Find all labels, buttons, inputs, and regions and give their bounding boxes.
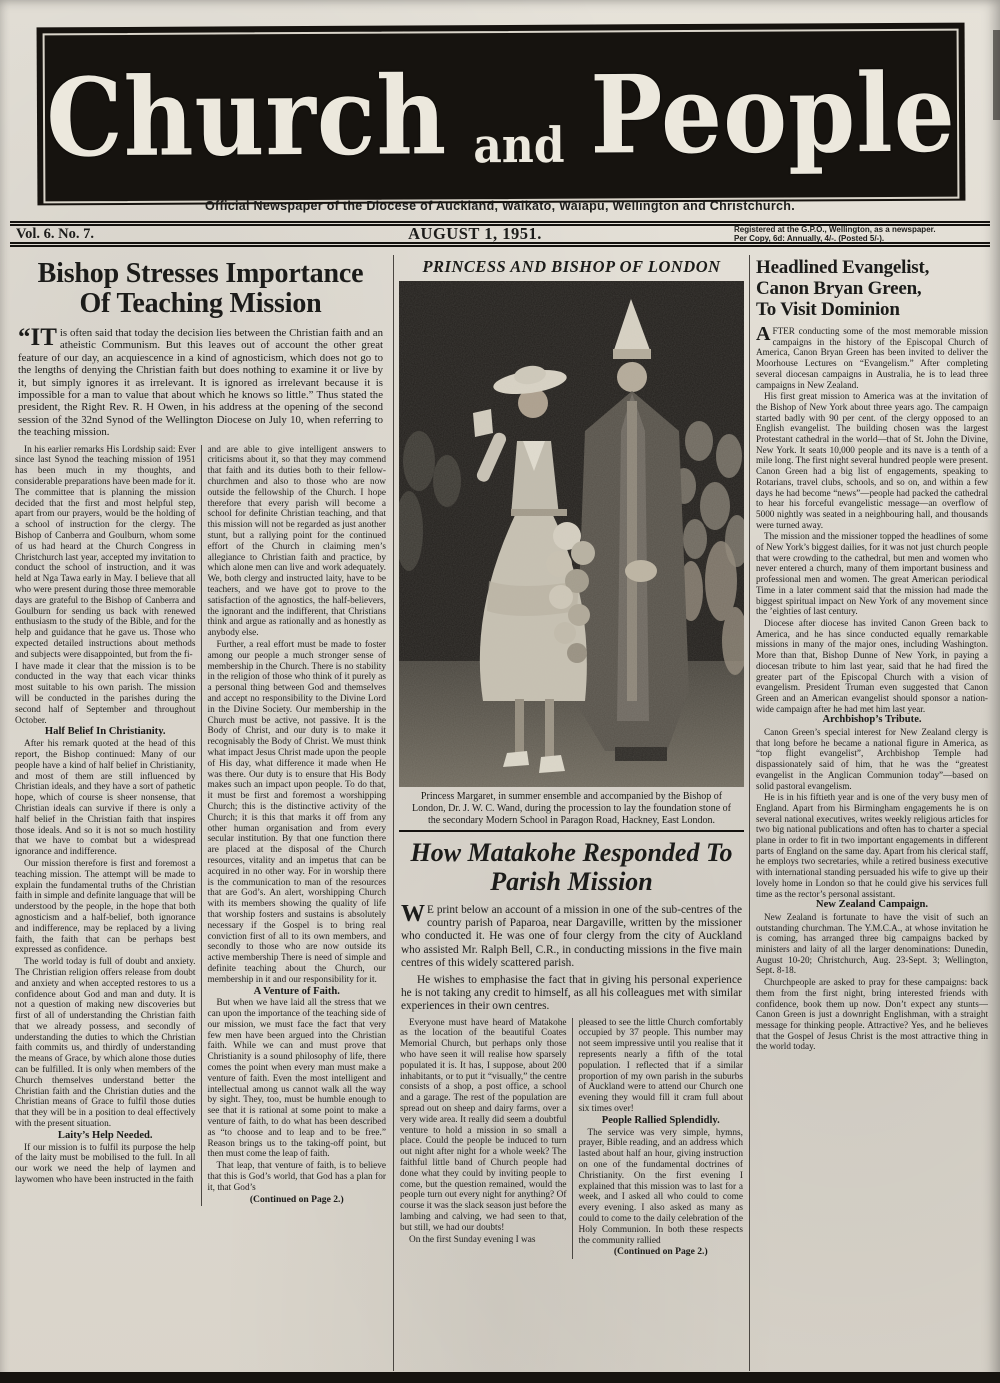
subhead-people-rallied: People Rallied Splendidly. bbox=[601, 1114, 720, 1126]
subhead-laitys-help: Laity’s Help Needed. bbox=[57, 1129, 153, 1141]
bishop-lead-dropcap: “IT bbox=[18, 324, 57, 351]
matakohe-intro-2 bbox=[401, 974, 742, 1014]
dateline-bar bbox=[10, 221, 990, 247]
paragraph: After his remark quoted at the head of this report, the Bishop continued: Many of our people have a kind of half belief in Christianity, and most of them are still influenced by Christian ideals, and they have a sort of pathetic hope, which of course is sheer nonsense, that Christian ideals can survive if there is only a half belief in the Christian faith that inspires those ideals. And so it is not so much hostility that we have to combat but a widespread ignorance and indifference. bbox=[15, 739, 196, 858]
subhead-venture-of-faith: A Venture of Faith. bbox=[253, 985, 340, 997]
matakohe-column-a bbox=[399, 1018, 572, 1260]
paragraph: Further, a real effort must be made to foster among our people a much stronger sense of membership in the Church. There is no stability in the religion of those who think of it purely as a personal thing between God and themselves and accept no responsibility to the Divine Lord in the Divine Society. Our membership in the Church must be active, not passive. It is the Body of Christ, and our duty is to make it recognisably the Body of Christ. We must think what impact Jesus Christ made upon the people of His day, what difference it made when He was there. Our duty is to ensure that His Body makes such an impact upon people. To do that, it must be first and foremost a worshipping Church; this is the distinctive activity of the Church; it is this that marks it off from any other human organisation and from every secular institution. By that one function there are placed at the disposal of the Church resources, vitality and an impetus that can be acquired in no other way. For in worship there is the communication to man of the resources that are God’s. An alert, worshipping Church with its members showing the quality of life that worship fosters and sustains is absolutely necessary if the Gospel is to bring real conviction first of all to its own members, and secondly to those who are now outside its active membership There is need of simple and definite teaching about the Church, our membership in it and our responsibility for it. bbox=[207, 640, 386, 985]
bishop-lead-paragraph bbox=[14, 324, 387, 439]
paragraph: New Zealand is fortunate to have the visit of such an outstanding churchman. The Y.M.C.A., at whose invitation he is coming, has arranged three big campaigns backed by ministers and laity of all the larger denominations: Dunedin, August 10-20; Christchurch, Aug. 23-Sept. 3; Wellington, Sept. 8-18. bbox=[756, 911, 988, 976]
matakohe-headline-line2: Parish Mission bbox=[490, 867, 653, 896]
paragraph: His first great mission to America was at the invitation of the Bishop of New York about three years ago. The campaign started badly with 90 per cent. of the clergy opposed to an English evangelist. The building chosen was the largest Protestant cathedral in the world—that of St. John the Divine, New York. It seats 10,000 people and its nave is a tenth of a mile long. The first night several hundred people were present. Canon Green had a big list of engagements, speaking to Rotarians, travel clubs, schools, and so on, and within a few days he had become “news”—people had packed the cathedral to hear his forceful evangelistic message—an overflow of 5000 nightly was seated in a neighbouring hall, and thousands were turned away. bbox=[756, 391, 988, 530]
paragraph bbox=[756, 323, 988, 390]
matakohe-body-columns bbox=[399, 1018, 744, 1260]
paragraph: The service was very simple, hymns, prayer, Bible reading, and an address which lasted about half an hour, giving instruction on one of the fundamental doctrines of Christianity. On the first evening I explained that this mission was to last for a week, and I asked all who could to come every evening. I also asked as many as could to come to the daily celebration of the Holy Communion. In both these respects the community rallied bbox=[578, 1127, 743, 1246]
green-headline-line3: To Visit Dominion bbox=[756, 299, 900, 320]
bishop-body-columns bbox=[14, 445, 387, 1207]
issue-date: AUGUST 1, 1951. bbox=[408, 224, 542, 243]
bishop-column-a bbox=[14, 445, 201, 1207]
bishop-lead-text: is often said that today the decision lies between the Christian faith and an atheistic Communism. But this leaves out of account the other great feature of our day, an acquiescence in a kind of agnosticism, which does not go to the lengths of denying the Christian faith but does nothing to examine it or live by it, but simply ignores it as irrelevant. It is ignored as irrelevant because it is impossible for a man to value that about which he knows so little.” Thus stated the president, the Right Rev. R. H Owen, in his address at the opening of the second session of the 32nd Synod of the Wellington Diocese on July 10, when referring to the teaching mission. bbox=[18, 327, 383, 439]
matakohe-intro-1-text: E print below an account of a mission in one of the sub-centres of the country parish of Paparoa, near Dargaville, written by the missioner who conducted it. He was one of four clergy from the city of Auckland who assisted Mr. Ralph Bell, C.R., in conducting missions in the five main centres of this widely scattered parish. bbox=[401, 904, 742, 969]
matakohe-dropcap: W bbox=[401, 901, 425, 927]
subhead-half-belief: Half Belief In Christianity. bbox=[44, 726, 166, 738]
paragraph: and are able to give intelligent answers to criticisms about it, so that they may commend that faith and its duties both to their fellow-churchmen and also to those who are now outside the fellowship of the Church. I hope therefore that every parish will become a school for definite Christian teaching, and that this mission will not be regarded as just another stunt, but a rallying point for the continued effort of the Church in claiming men’s allegiance to Christian faith and practice, by which alone men can live and work adequately. We, both clergy and instructed laity, have to be teachers, and we have got to prove to the satisfaction of the agnostics, the half-believers, the ignorant and the indifferent, that Christians think and argue as rationally and as honestly as anybody else. bbox=[207, 444, 386, 639]
paragraph: Everyone must have heard of Matakohe as the location of the beautiful Coates Memorial Church, but perhaps only those who have seen it will realise how sparsely populated it is. It has, I suppose, about 200 inhabitants, or to put it “visually,” the centre consists of a shop, a post office, a school and a garage. The rest of the population are spread out on sheep and dairy farms, over a very wide area. It really did seem a doubtful venture to hold a mission in so small a place. Could the people be induced to turn out night after night for a whole week? The faithful little band of Church people had done what they could by inviting people to come, but the question remained, would the people turn out every night for anything? Of course it was the slack season just before the lambing and calving, we had seen to that, but still, we had our doubts! bbox=[400, 1017, 567, 1233]
princess-bishop-photo bbox=[399, 281, 744, 787]
paragraph: He is in his fiftieth year and is one of the very busy men of England. Apart from his Birmingham engagements he is on several national executives, writes weekly religious articles for two big national publications and often has to charter a special plane in order to fit in two important engagements in different parts of England on the same day. Apart from his clerical staff, he employs two secretaries, while a retired business executive with international standing persuaded his wife to give up their lovely home in London so that he could give his services full time as the rector’s personal assistant. bbox=[756, 792, 988, 899]
registration-line-2: Per Copy, 6d: Annually, 4/-. (Posted 5/-). bbox=[734, 234, 885, 243]
paragraph: Canon Green’s special interest for New Zealand clergy is that long before he became a national figure in America, as “top flight evangelist”, Archbishop Temple had dispassionately said of him, that he was the “greatest evangelist in the Anglican Communion today”—based on solid pastoral evangelism. bbox=[756, 727, 988, 791]
green-p1-text: FTER conducting some of the most memorable mission campaigns in the history of the Episcopal Church of America, Canon Bryan Green has been invited to deliver the Moorhouse Lectures on “Evangelism.” After completing several diocesan campaigns in Australia, he is to lead three campaigns in New Zealand. bbox=[756, 326, 988, 390]
paragraph: On the first Sunday evening I was bbox=[409, 1234, 536, 1245]
paragraph: The mission and the missioner topped the headlines of some of New York’s biggest dailies, for it was not just church people that were crowding to the cathedral, but men and women who never entered a church, many of them important business and professional men and women. The great American periodical Time in a later comment said that the mission had made the biggest spiritual impact on New York of any movement since the ’eighties of last century. bbox=[756, 531, 988, 617]
paragraph: Our mission therefore is first and foremost a teaching mission. The attempt will be made to explain the fundamental truths of the Christian faith in simple and definite language that will be understood by the people, in the hope that both agnosticism and a half-belief, both ignorance and indifference, may be replaced by a living faith, the faith that can be perhaps best expressed as confidence. bbox=[15, 858, 196, 956]
registration-line-1: Registered at the G.P.O., Wellington, as a newspaper. bbox=[734, 225, 936, 234]
volume-number: Vol. 6. No. 7. bbox=[16, 225, 95, 242]
matakohe-intro-1 bbox=[401, 901, 742, 970]
masthead-subtitle: Official Newspaper of the Diocese of Auckland, Waikato, Waiapu, Wellington and Christchurch. bbox=[205, 199, 795, 213]
masthead-word-and: and bbox=[473, 117, 565, 175]
matakohe-intro-2-text: He wishes to emphasise the fact that in giving his personal experience he is not taking any credit to himself, as all his colleagues met with similar experiences in their own centres. bbox=[401, 974, 742, 1013]
photo-illustration bbox=[399, 281, 744, 787]
middle-column bbox=[394, 255, 750, 1371]
continued-notice: (Continued on Page 2.) bbox=[613, 1246, 708, 1258]
paragraph: That leap, that venture of faith, is to believe that this is God’s world, that God has a plan for it, that God’s bbox=[207, 1161, 386, 1193]
bishop-column-b bbox=[201, 445, 388, 1207]
paragraph: But when we have laid all the stress that we can upon the importance of the teaching side of our mission, we must face the fact that very few men have been argued into the Christian faith. While we can and must prove that Christianity is a sound philosophy of life, there comes the point when every man must make a venture of faith. Even the most intelligent and intellectual among us cannot walk all the way by sight. They, too, must be humble enough to see that it is rational at some point to make a venture of faith, to do what has been described as “to choose and to leap and to be free.” Reason brings us to the taking-off point, but then must come the leap of faith. bbox=[207, 998, 386, 1160]
green-dropcap: A bbox=[756, 323, 771, 345]
green-headline-line1: Headlined Evangelist, bbox=[756, 257, 930, 278]
subhead-archbishops-tribute: Archbishop’s Tribute. bbox=[822, 714, 922, 726]
subhead-nz-campaign: New Zealand Campaign. bbox=[815, 899, 929, 911]
photo-headline: PRINCESS AND BISHOP OF LONDON bbox=[422, 257, 721, 276]
scan-bottom-strip bbox=[0, 1372, 1000, 1383]
bishop-headline-line2: Of Teaching Mission bbox=[79, 288, 322, 319]
paragraph: pleased to see the little Church comfortably occupied by 37 people. This number may not seem impressive until you realise that it represents nearly a fifth of the total population. I reflected that if a similar proportion of my own parish in the suburbs of Auckland were to attend our Church one evening they would fill it cram full about six times over! bbox=[578, 1017, 743, 1114]
article-bishop-teaching-mission bbox=[12, 255, 394, 1371]
matakohe-column-b bbox=[572, 1018, 745, 1260]
masthead-word-people: People bbox=[590, 49, 957, 179]
photo-caption: Princess Margaret, in summer ensemble and accompanied by the Bishop of London, Dr. J. W. C. Wand, during the procession to lay the foundation stone of the secondary Modern School in Paragon Road, Hackney, East London. bbox=[399, 787, 744, 832]
green-body bbox=[756, 323, 988, 1052]
green-headline bbox=[756, 257, 988, 320]
paragraph: In his earlier remarks His Lordship said: Ever since last Synod the teaching mission of 1951 has been much in my thoughts, and considerable preparations have been made for it. The committee that is planning the mission decided that the first and most helpful step, apart from our prayers, would be the holding of a school of instruction for the clergy. The Bishop of Canberra and Goulburn, whom some of us had heard at the Church Congress in Christchurch last year, accepted my invitation to conduct the school of instruction, and it was held at Nga Tawa early in May. I believe that all who were present during those three memorable days are grateful to the Bishop of Canberra and Goulburn for sending us back with renewed enthusiasm to the study of the Bible, and for the help and guidance that he gave us. Those who expected detailed instructions about methods and subjects were disappointed, but from the fi- bbox=[15, 444, 196, 660]
paragraph: If our mission is to fulfil its purpose the help of the laity must be mobilised to the full. In all our work we need the help of laymen and laywomen who have been instructed in the faith bbox=[15, 1142, 196, 1186]
masthead-word-church: Church bbox=[45, 52, 448, 182]
paragraph: I have made it clear that the mission is to be conducted in the way that each vicar thinks most suitable to his own parish. The mission will be conducted in the parishes during the second half of September and throughout October. bbox=[15, 661, 196, 726]
green-headline-line2: Canon Bryan Green, bbox=[756, 278, 922, 299]
paragraph: Diocese after diocese has invited Canon Green back to America, and he has since conducted equally remarkable missions in many of the major ones, including Washington. More than that, Bishop Dunne of New York, in paying a diocesan tribute to him last year, said that he had fired the greater part of the Episcopal Church with a vision of evangelism. President Truman even suggested that Canon Green and an American evangelist should sponsor a nation-wide campaign after he had met him last year. bbox=[756, 617, 988, 714]
page-content bbox=[12, 255, 990, 1371]
masthead-frame bbox=[43, 29, 960, 204]
matakohe-headline-line1: How Matakohe Responded To bbox=[410, 838, 733, 867]
matakohe-headline bbox=[399, 838, 744, 896]
paragraph: The world today is full of doubt and anxiety. The Christian religion offers release from doubt and anxiety and when accepted restores to us a confidence about God and man and duty. It is not a question of making new discoveries but first of all of understanding the Christian faith that we already possess, and secondly of understanding the duties to which the Christian faith commits us, and thirdly of understanding the means of Grace, by which alone those duties can be fulfilled. It is only when members of the Church themselves understand better the Christian faith and the Christian duties and the Christian means of Grace to fulfil those duties that they will be in a position to deal effectively with the present situation. bbox=[15, 957, 196, 1130]
article-canon-green bbox=[750, 255, 990, 1371]
registration-note bbox=[734, 225, 984, 243]
scan-edge-artifact bbox=[993, 30, 1000, 120]
continued-notice: (Continued on Page 2.) bbox=[249, 1193, 344, 1205]
bishop-headline-line1: Bishop Stresses Importance bbox=[37, 258, 364, 289]
bishop-headline bbox=[14, 259, 387, 319]
paragraph: Churchpeople are asked to pray for these campaigns: back them from the first night, bring interested friends with confidence, book them up now. Don’t expect any stunts—Canon Green is just a downright Englishman, with a straight message for thinking people. Attractive? Yes, and he believes that the Gospel of Jesus Christ is the most attractive thing in the world today. bbox=[756, 977, 988, 1052]
masthead-nameplate bbox=[38, 24, 965, 205]
